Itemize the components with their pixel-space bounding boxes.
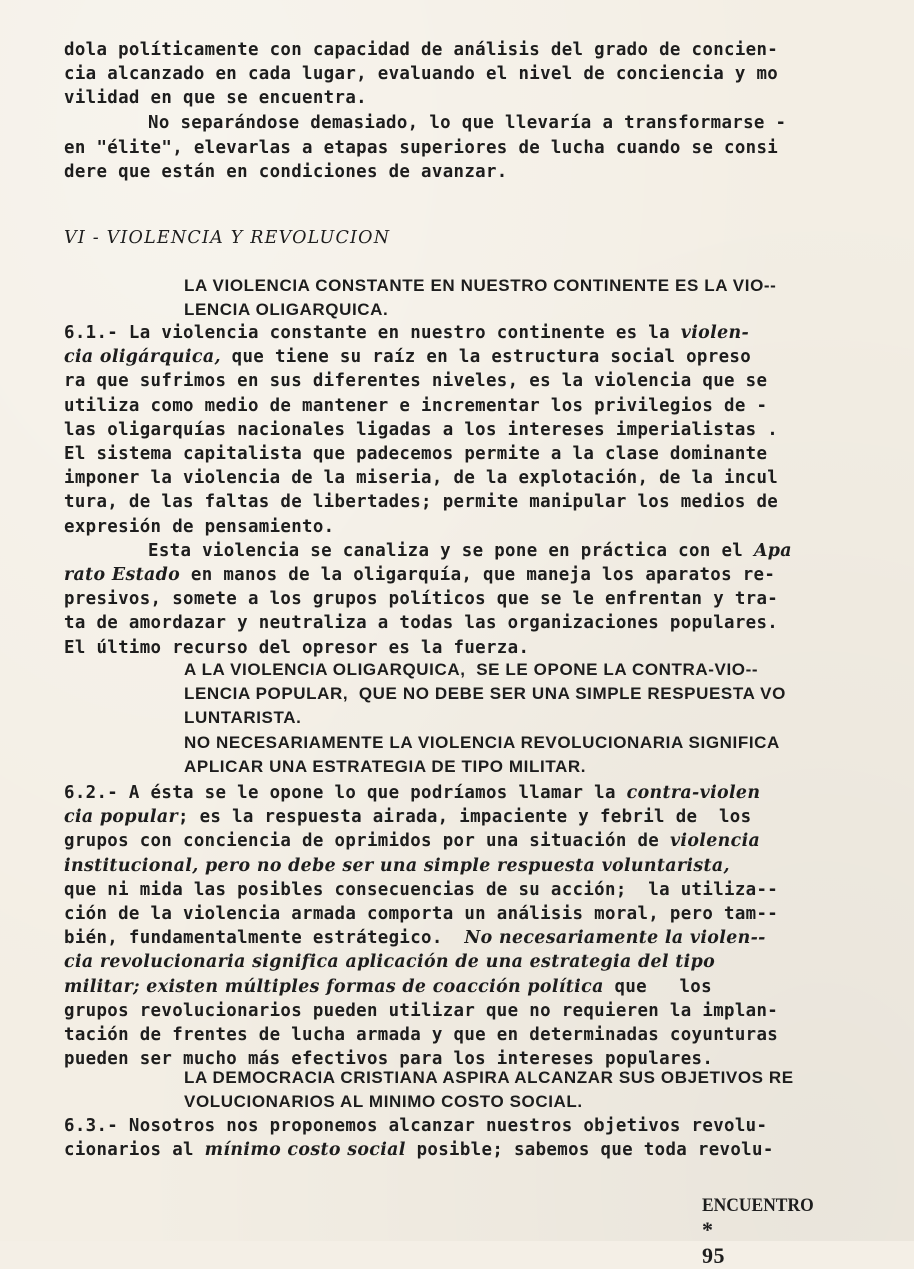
paragraph-line [64,565,775,585]
body-text: ; es la respuesta airada, impaciente y febril de los [177,807,752,828]
paragraph-line [64,492,778,512]
emphasis-text: violencia [669,831,761,852]
paragraph-line [64,1049,713,1069]
paragraph-line [148,541,792,561]
body-text: cionarios al [64,1140,205,1161]
footer-separator: * [702,1217,714,1242]
caps-statement: LA VIOLENCIA CONSTANTE EN NUESTRO CONTINENTE ES LA VIO-- [184,276,777,295]
paragraph-line [64,1025,778,1045]
paragraph-line [64,638,529,658]
emphasis-text: mínimo costo social [204,1140,406,1161]
caps-statement: APLICAR UNA ESTRATEGIA DE TIPO MILITAR. [184,756,587,776]
emphasis-text: Apa [753,540,792,561]
body-text: ra que sufrimos en sus diferentes niveles, es la violencia que se [64,371,768,392]
paragraph-line [64,880,778,900]
body-text: posible; sabemos que toda revolu- [405,1140,774,1161]
text-line: cia alcanzado en cada lugar, evaluando el nivel de conciencia y mo [64,64,779,84]
body-text: grupos revolucionarios pueden utilizar que no requieren la implan- [64,1000,779,1021]
body-text: Esta violencia se canaliza y se pone en práctica con el [148,540,754,561]
paragraph-line [64,977,712,997]
emphasis-text: cia popular [64,807,178,828]
paragraph-line [64,928,766,948]
section-heading: VI - VIOLENCIA Y REVOLUCION [64,228,391,248]
emphasis-text: institucional, pero no debe ser una simple respuesta voluntarista, [64,855,730,876]
emphasis-text: cia revolucionaria significa aplicación de una estrategia del tipo [64,952,716,973]
body-text: 6.1.- La violencia constante en nuestro continente es la [64,323,681,343]
body-text: grupos con conciencia de oprimidos por una situación de [64,831,670,852]
paragraph-line [64,807,751,827]
paragraph-line [64,323,749,343]
body-text: expresión de pensamiento. [64,516,335,537]
caps-statement: NO NECESARIAMENTE LA VIOLENCIA REVOLUCIONARIA SIGNIFICA [184,732,780,752]
emphasis-text: contra-violen [626,783,761,803]
text-line: en "élite", elevarlas a etapas superiores de lucha cuando se consi [64,138,779,158]
body-text: que los [603,976,712,997]
body-text: en manos de la oligarquía, que maneja los aparatos re- [180,565,776,585]
paragraph-line [64,420,778,440]
body-text: 6.3.- Nosotros nos proponemos alcanzar nuestros objetivos revolu- [64,1116,768,1136]
body-text: utiliza como medio de mantener e incrementar los privilegios de - [64,395,768,416]
paragraph-line [64,517,335,537]
paragraph-line [64,589,778,609]
body-text: tura, de las faltas de libertades; permite manipular los medios de [64,492,779,513]
body-text: las oligarquías nacionales ligadas a los intereses imperialistas . [64,419,779,440]
paragraph-line [64,1140,774,1160]
paragraph-line [64,783,760,803]
paragraph-line [64,468,778,488]
paragraph-line [64,904,778,924]
body-text: que tiene su raíz en la estructura social opreso [220,347,752,368]
text-line: dere que están en condiciones de avanzar. [64,162,508,182]
body-text: presivos, somete a los grupos políticos que se le enfrentan y tra- [64,589,779,610]
caps-statement: LA DEMOCRACIA CRISTIANA ASPIRA ALCANZAR SUS OBJETIVOS RE [184,1068,794,1087]
caps-statement: A LA VIOLENCIA OLIGARQUICA, SE LE OPONE LA CONTRA-VIO-- [184,660,759,679]
emphasis-text: violen- [680,323,750,343]
caps-statement: LUNTARISTA. [184,708,302,728]
paragraph-line [64,371,767,391]
text-line: vilidad en que se encuentra. [64,88,367,108]
body-text: tación de frentes de lucha armada y que en determinadas coyunturas [64,1025,779,1045]
emphasis-text: rato Estado [64,565,181,585]
paragraph-line [64,396,767,416]
body-text: 6.2.- A ésta se le opone lo que podríamos llamar la [64,783,627,803]
caps-statement: LENCIA POPULAR, QUE NO DEBE SER UNA SIMPLE RESPUESTA VO [184,684,786,704]
body-text: ción de la violencia armada comporta un análisis moral, pero tam-- [64,904,779,924]
body-text: El último recurso del opresor es la fuerza. [64,637,530,658]
publication-logo: ENCUENTRO [702,1195,814,1216]
text-line: No separándose demasiado, lo que llevaría a transformarse - [148,113,787,133]
body-text: ta de amordazar y neutraliza a todas las organizaciones populares. [64,613,779,634]
caps-statement: VOLUCIONARIOS AL MINIMO COSTO SOCIAL. [184,1092,583,1112]
paragraph-line [64,347,751,367]
body-text: bién, fundamentalmente estrátegico. [64,928,465,949]
paragraph-line [64,952,715,972]
emphasis-text: No necesariamente la violen-- [464,928,766,949]
paragraph-line [64,1116,767,1136]
paragraph-line [64,831,760,851]
body-text: imponer la violencia de la miseria, de la explotación, de la incul [64,468,779,489]
paragraph-line [64,1001,778,1021]
paragraph-line [64,613,778,633]
emphasis-text: cia oligárquica, [64,347,221,368]
text-line: dola políticamente con capacidad de análisis del grado de concien- [64,40,779,60]
body-text: El sistema capitalista que padecemos permite a la clase dominante [64,444,768,464]
paragraph-line [64,856,730,876]
body-text: que ni mida las posibles consecuencias de su acción; la utiliza-- [64,879,779,900]
page-footer [690,1165,823,1269]
paragraph-line [64,444,767,464]
body-text: pueden ser mucho más efectivos para los intereses populares. [64,1049,714,1070]
page-number: 95 [702,1243,725,1268]
caps-statement: LENCIA OLIGARQUICA. [184,300,389,320]
emphasis-text: militar; existen múltiples formas de coacción política [64,976,604,997]
